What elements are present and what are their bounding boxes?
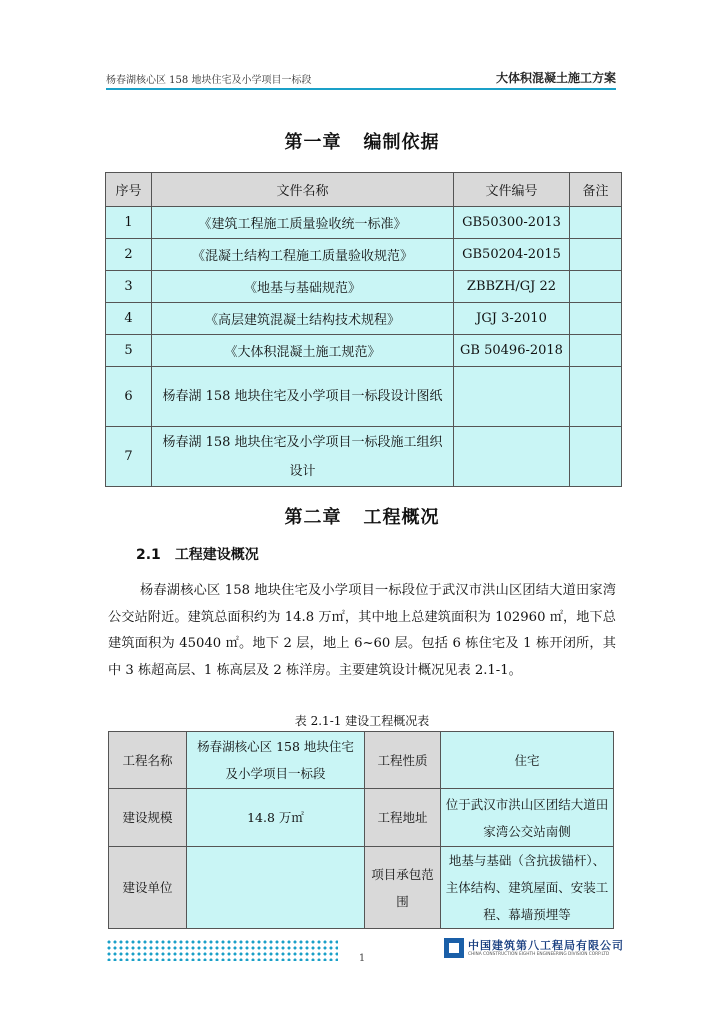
cell-value-client (187, 847, 365, 929)
cell-value-address: 位于武汉市洪山区团结大道田家湾公交站南侧 (441, 789, 614, 847)
cell-remark (570, 271, 622, 303)
cell-doc-name: 《高层建筑混凝土结构技术规程》 (152, 303, 454, 335)
table-row (106, 271, 622, 303)
cell-remark (570, 207, 622, 239)
cell-key-client: 建设单位 (109, 847, 187, 929)
company-name-en: CHINA CONSTRUCTION EIGHTH ENGINEERING DIVISION CORP.LTD (468, 952, 610, 957)
cell-key-project-name: 工程名称 (109, 732, 187, 789)
cell-index: 6 (106, 367, 152, 427)
cell-index: 3 (106, 271, 152, 303)
cell-doc-code: JGJ 3-2010 (454, 303, 570, 335)
table-row (106, 239, 622, 271)
header-cell-remark: 备注 (570, 173, 622, 207)
cell-value-contract-scope: 地基与基础（含抗拔锚杆）、主体结构、建筑屋面、安装工程、幕墙预埋等 (441, 847, 614, 929)
cell-doc-name: 《混凝土结构工程施工质量验收规范》 (152, 239, 454, 271)
chapter-1-title: 编制依据 (363, 132, 440, 153)
section-title: 工程建设概况 (174, 547, 259, 563)
chapter-2-title: 工程概况 (363, 507, 440, 528)
cell-doc-code (454, 427, 570, 487)
cell-remark (570, 367, 622, 427)
cell-key-contract-scope: 项目承包范围 (365, 847, 441, 929)
table-row (106, 427, 622, 487)
table-row (109, 732, 614, 789)
cell-remark (570, 335, 622, 367)
section-number: 2.1 (136, 547, 161, 563)
chapter-2-number: 第二章 (284, 507, 342, 528)
basis-table-header-row (106, 173, 622, 207)
cell-index: 4 (106, 303, 152, 335)
table-row (106, 335, 622, 367)
cell-index: 5 (106, 335, 152, 367)
table-row (106, 207, 622, 239)
cell-remark (570, 427, 622, 487)
cell-key-scale: 建设规模 (109, 789, 187, 847)
header-project-name: 杨春湖核心区 158 地块住宅及小学项目一标段 (106, 75, 312, 86)
cell-doc-code: GB50300-2013 (454, 207, 570, 239)
page-number: 1 (358, 953, 366, 964)
cell-index: 7 (106, 427, 152, 487)
chapter-2-heading (0, 503, 724, 529)
cell-doc-code: GB 50496-2018 (454, 335, 570, 367)
page-header (106, 68, 616, 90)
table-row (106, 303, 622, 335)
cell-value-project-name: 杨春湖核心区 158 地块住宅及小学项目一标段 (187, 732, 365, 789)
cell-value-scale: 14.8 万㎡ (187, 789, 365, 847)
table-row (109, 847, 614, 929)
cell-doc-name: 杨春湖 158 地块住宅及小学项目一标段设计图纸 (152, 367, 454, 427)
header-cell-doc-code: 文件编号 (454, 173, 570, 207)
cell-doc-name: 《地基与基础规范》 (152, 271, 454, 303)
chapter-1-number: 第一章 (284, 132, 342, 153)
cell-remark (570, 239, 622, 271)
overview-paragraph: 杨春湖核心区 158 地块住宅及小学项目一标段位于武汉市洪山区团结大道田家湾公交站附近。建筑总面积约为 14.8 万㎡，其中地上总建筑面积为 102960 ㎡，地下总建筑面积为 45040 ㎡。地下 2 层，地上 6~60 层。包括 6 栋住宅及 1 栋开闭所，其中 3 栋超高层、1 栋高层及 2 栋洋房。主要建筑设计概况见表 2.1-1。 (108, 583, 616, 678)
cell-doc-name: 《大体积混凝土施工规范》 (152, 335, 454, 367)
cell-remark (570, 303, 622, 335)
section-heading (136, 544, 259, 564)
table-caption: 表 2.1-1 建设工程概况表 (294, 714, 430, 728)
cell-index: 2 (106, 239, 152, 271)
chapter-1-heading (0, 128, 724, 154)
cell-doc-code: GB50204-2015 (454, 239, 570, 271)
header-cell-doc-name: 文件名称 (152, 173, 454, 207)
overview-table (108, 731, 614, 929)
cell-key-project-nature: 工程性质 (365, 732, 441, 789)
table-row (109, 789, 614, 847)
header-cell-index: 序号 (106, 173, 152, 207)
basis-table (105, 172, 622, 487)
cell-key-address: 工程地址 (365, 789, 441, 847)
cell-doc-code (454, 367, 570, 427)
header-rule (106, 88, 616, 90)
cell-doc-name: 《建筑工程施工质量验收统一标准》 (152, 207, 454, 239)
cell-doc-name: 杨春湖 158 地块住宅及小学项目一标段施工组织设计 (152, 427, 454, 487)
table-row (106, 367, 622, 427)
cell-index: 1 (106, 207, 152, 239)
cell-doc-code: ZBBZH/GJ 22 (454, 271, 570, 303)
company-name-cn: 中国建筑第八工程局有限公司 (468, 939, 624, 952)
header-document-title: 大体积混凝土施工方案 (495, 71, 616, 85)
cell-value-project-nature: 住宅 (441, 732, 614, 789)
